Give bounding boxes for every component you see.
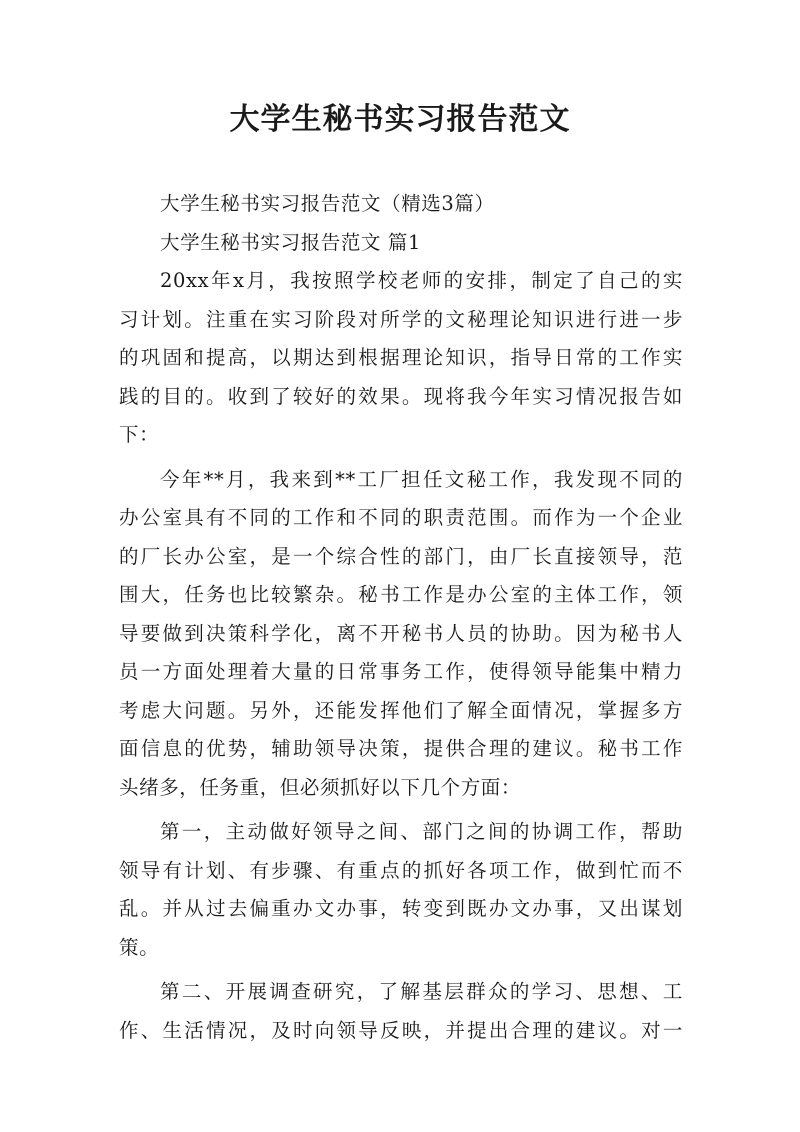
paragraph-line: 导要做到决策科学化，离不开秘书人员的协助。因为秘书人	[119, 621, 683, 645]
document-subtitle: 大学生秘书实习报告范文（精选3篇）	[160, 192, 495, 215]
document-title: 大学生秘书实习报告范文	[229, 102, 571, 137]
paragraph-1	[119, 262, 683, 455]
paragraph-line: 员一方面处理着大量的日常事务工作，使得领导能集中精力	[119, 660, 683, 683]
paragraph-3	[119, 813, 683, 967]
paragraph-line: 践的目的。收到了较好的效果。现将我今年实习情况报告如	[119, 384, 683, 408]
paragraph-line: 的巩固和提高，以期达到根据理论知识，指导日常的工作实	[119, 346, 683, 369]
paragraph-line: 习计划。注重在实习阶段对所学的文秘理论知识进行进一步	[119, 307, 683, 331]
document-body	[119, 185, 683, 1050]
paragraph-line: 面信息的优势，辅助领导决策，提供合理的建议。秘书工作	[119, 737, 683, 760]
paragraph-line: 头绪多，任务重，但必须抓好以下几个方面：	[119, 775, 522, 799]
paragraph-line: 围大，任务也比较繁杂。秘书工作是办公室的主体工作，领	[119, 583, 683, 606]
paragraph-line: 的厂长办公室，是一个综合性的部门，由厂长直接领导，范	[119, 544, 683, 568]
paragraph-line: 考虑大问题。另外，还能发挥他们了解全面情况，掌握多方	[119, 698, 683, 722]
section-heading: 大学生秘书实习报告范文 篇1	[160, 230, 422, 254]
paragraph-4	[119, 973, 683, 1050]
paragraph-line: 下：	[119, 423, 160, 446]
paragraph-line: 第一，主动做好领导之间、部门之间的协调工作，帮助	[160, 820, 683, 843]
paragraph-line: 乱。并从过去偏重办文办事，转变到既办文办事，又出谋划	[119, 897, 683, 920]
paragraph-line: 作、生活情况，及时向领导反映，并提出合理的建议。对一	[119, 1018, 683, 1042]
paragraph-line: 策。	[119, 935, 160, 959]
paragraph-line: 20xx年x月，我按照学校老师的安排，制定了自己的实	[160, 269, 683, 292]
paragraph-line: 领导有计划、有步骤、有重点的抓好各项工作，做到忙而不	[119, 858, 683, 882]
paragraph-line: 第二、开展调查研究，了解基层群众的学习、思想、工	[160, 980, 683, 1003]
paragraph-line: 办公室具有不同的工作和不同的职责范围。而作为一个企业	[119, 506, 683, 529]
paragraph-line: 今年**月，我来到**工厂担任文秘工作，我发现不同的	[160, 467, 683, 491]
paragraph-2	[119, 461, 683, 808]
